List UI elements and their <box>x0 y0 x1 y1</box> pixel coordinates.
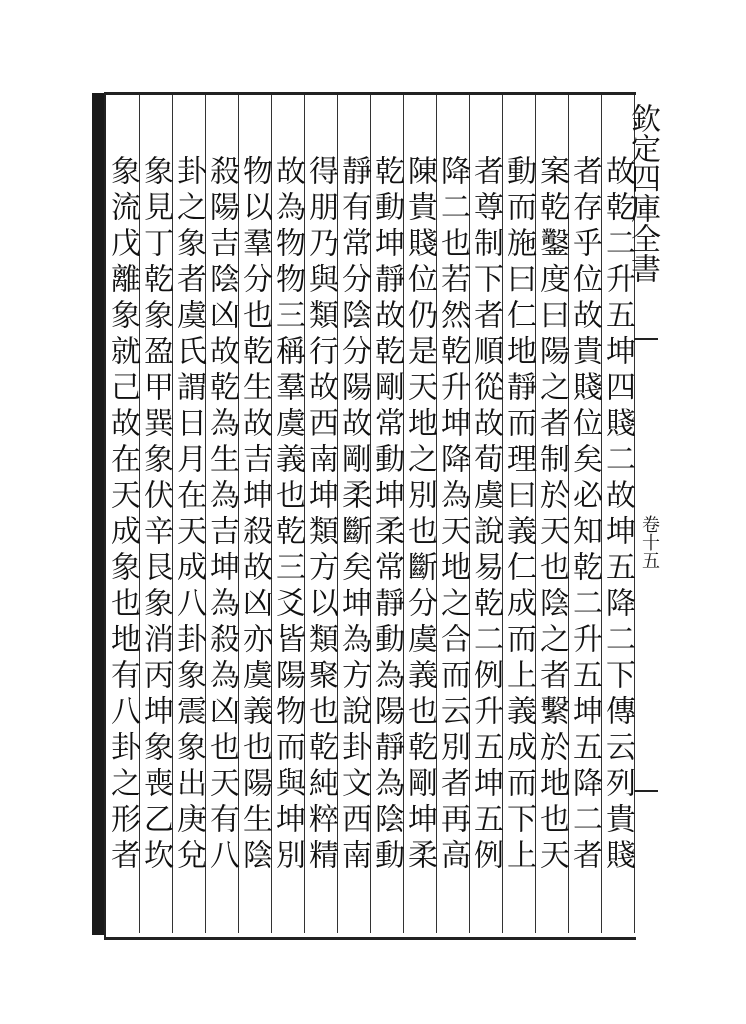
margin-band <box>625 95 664 933</box>
column-text: 卦之象者虞氏謂日月在天成八卦象震象出庚兌 <box>171 155 206 875</box>
text-column <box>403 95 437 933</box>
column-text: 者尊制下者順從故荀虞說易乾二例升五坤五例 <box>468 155 503 875</box>
column-text: 象見丁乾象盈甲巽象伏辛艮象消丙坤象喪乙坎 <box>138 155 173 875</box>
text-column <box>271 95 305 933</box>
margin-divider-lower <box>634 790 658 792</box>
column-text: 降二也若然乾升坤降為天地之合而云別者再高 <box>435 155 470 875</box>
text-column <box>337 95 371 933</box>
text-column <box>106 95 140 933</box>
column-text: 陳貴賤位仍是天地之別也斷分虞義也乾剛坤柔 <box>402 155 437 875</box>
text-column <box>436 95 470 933</box>
column-text: 象流戊離象就己故在天成象也地有八卦之形者 <box>105 155 140 875</box>
text-column <box>469 95 503 933</box>
text-column <box>172 95 206 933</box>
text-column <box>568 95 602 933</box>
volume-label: 卷十五 <box>639 515 660 569</box>
text-column <box>535 95 569 933</box>
column-text: 者存乎位故貴賤位矣必知乾二升五坤五降二者 <box>567 155 602 875</box>
column-text: 殺陽吉陰凶故乾為生為吉坤為殺為凶也天有八 <box>204 155 239 875</box>
margin-divider <box>634 338 658 340</box>
column-text: 動而施曰仁地靜而理曰義仁成而上義成而下上 <box>501 155 536 875</box>
text-column <box>139 95 173 933</box>
book-title: 欽定四庫全書 <box>625 103 660 283</box>
column-text: 故乾二升五坤四賤二故坤五降二下傳云列貴賤 <box>600 155 635 875</box>
text-column <box>304 95 338 933</box>
text-column <box>205 95 239 933</box>
column-text: 得朋乃與類行故西南坤類方以類聚也乾純粹精 <box>303 155 338 875</box>
text-column <box>238 95 272 933</box>
column-text: 案乾鑿度曰陽之者制於天也陰之者繫於地也天 <box>534 155 569 875</box>
text-column <box>502 95 536 933</box>
column-text: 乾動坤靜故乾剛常動坤柔常靜動為陽靜為陰動 <box>369 155 404 875</box>
text-column <box>370 95 404 933</box>
column-text: 靜有常分陰分陽故剛柔斷矣坤為方說卦文西南 <box>336 155 371 875</box>
column-text: 物以羣分也乾生故吉坤殺故凶亦虞義也陽生陰 <box>237 155 272 875</box>
column-text: 故為物物三稱羣虞義也乾三爻皆陽物而與坤別 <box>270 155 305 875</box>
